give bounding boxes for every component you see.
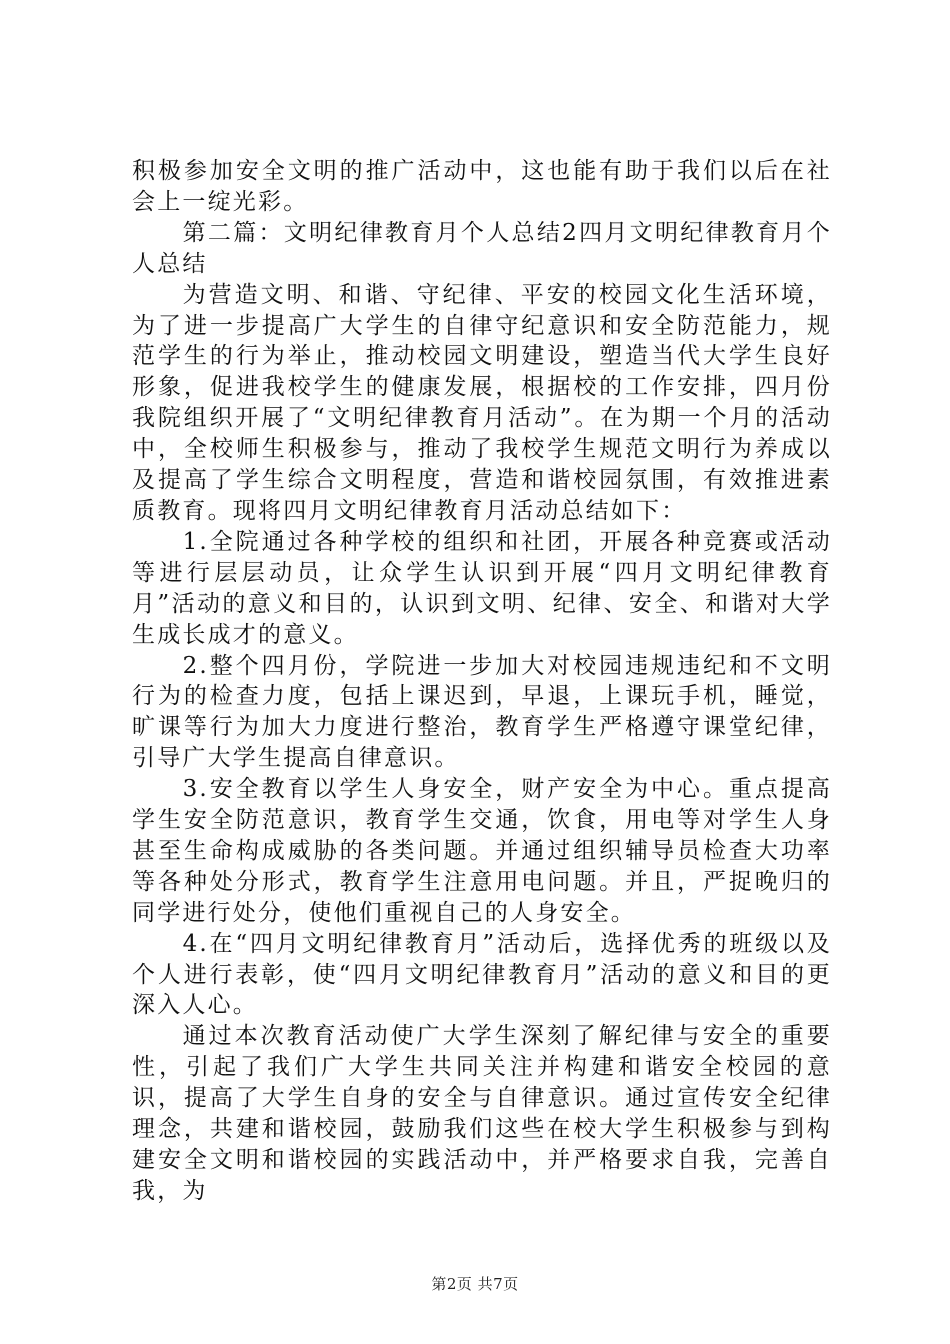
paragraph-item-4: 4.在“四月文明纪律教育月”活动后，选择优秀的班级以及个人进行表彰，使“四月文明纪律教育月”活动的意义和目的更深入人心。 [132, 930, 832, 1019]
paragraph-item-2: 2.整个四月份，学院进一步加大对校园违规违纪和不文明行为的检查力度，包括上课迟到，早退，上课玩手机，睡觉，旷课等行为加大力度进行整治，教育学生严格遵守课堂纪律，引导广大学生提高自律意识。 [132, 652, 832, 772]
paragraph-item-1: 1.全院通过各种学校的组织和社团，开展各种竞赛或活动等进行层层动员，让众学生认识到开展“四月文明纪律教育月”活动的意义和目的，认识到文明、纪律、安全、和谐对大学生成长成才的意义。 [132, 528, 832, 648]
paragraph-conclusion: 通过本次教育活动使广大学生深刻了解纪律与安全的重要性，引起了我们广大学生共同关注并构建和谐安全校园的意识，提高了大学生自身的安全与自律意识。通过宣传安全纪律理念，共建和谐校园，鼓励我们这些在校大学生积极参与到构建安全文明和谐校园的实践活动中，并严格要求自我，完善自我，为 [132, 1023, 832, 1204]
paragraph-intro: 为营造文明、和谐、守纪律、平安的校园文化生活环境，为了进一步提高广大学生的自律守纪意识和安全防范能力，规范学生的行为举止，推动校园文明建设，塑造当代大学生良好形象，促进我校学生的健康发展，根据校的工作安排，四月份我院组织开展了“文明纪律教育月活动”。在为期一个月的活动中，全校师生积极参与，推动了我校学生规范文明行为养成以及提高了学生综合文明程度，营造和谐校园氛围，有效推进素质教育。现将四月文明纪律教育月活动总结如下： [132, 281, 832, 524]
document-body [132, 156, 832, 1207]
section-heading: 第二篇：文明纪律教育月个人总结2四月文明纪律教育月个人总结 [132, 219, 832, 277]
paragraph-continuation: 积极参加安全文明的推广活动中，这也能有助于我们以后在社会上一绽光彩。 [132, 158, 832, 215]
paragraph-item-3: 3.安全教育以学生人身安全，财产安全为中心。重点提高学生安全防范意识，教育学生交通，饮食，用电等对学生人身甚至生命构成威胁的各类问题。并通过组织辅导员检查大功率等各种处分形式，教育学生注意用电问题。并且，严捉晚归的同学进行处分，使他们重视自己的人身安全。 [132, 776, 832, 926]
page-footer: 第2页 共7页 [431, 1275, 519, 1293]
